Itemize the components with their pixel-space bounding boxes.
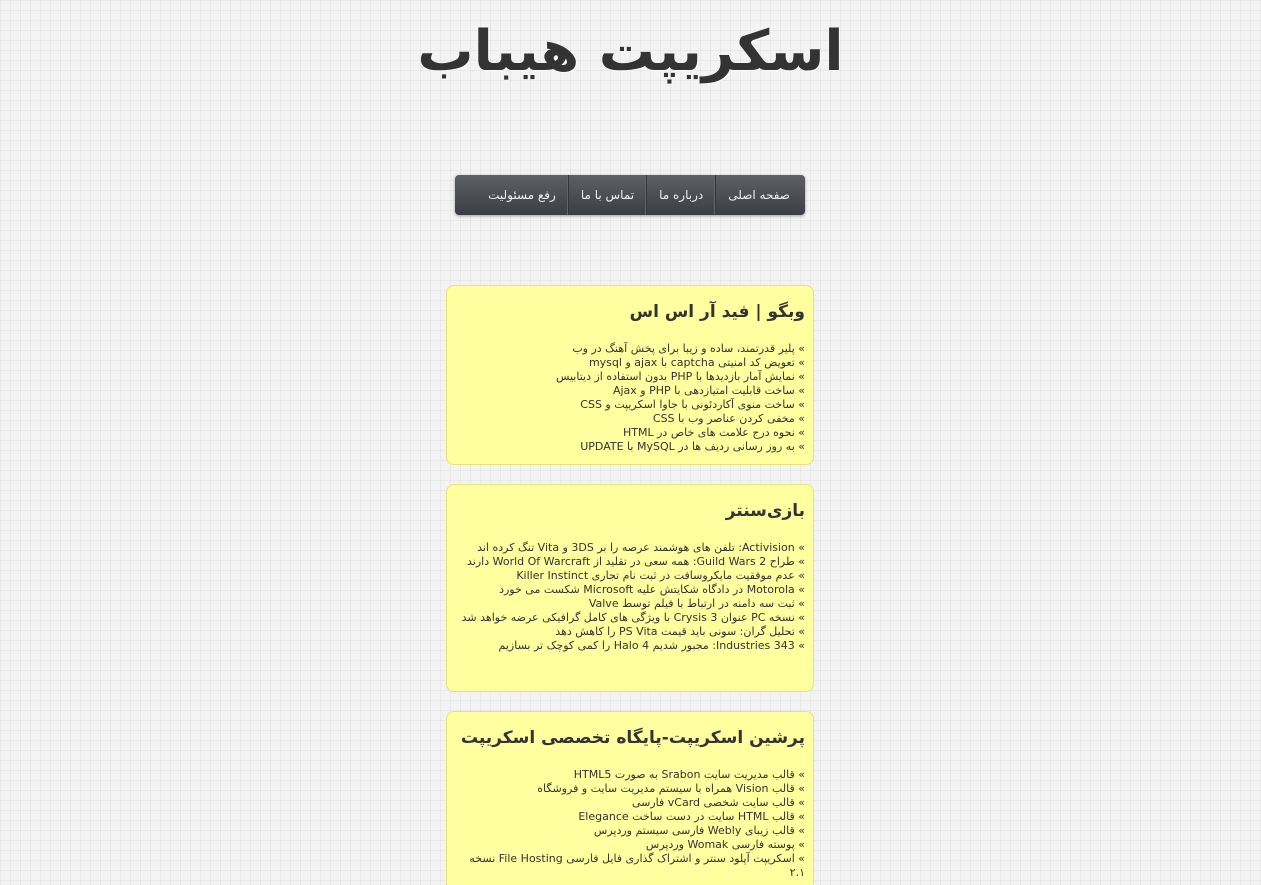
bullet: » xyxy=(798,541,805,554)
list-item xyxy=(457,569,805,583)
bullet: » xyxy=(798,384,805,397)
list-item xyxy=(457,583,805,597)
bullet: » xyxy=(798,782,805,795)
list-item xyxy=(457,384,805,398)
feed-link[interactable]: پوسته فارسی Womak وردپرس xyxy=(645,838,795,851)
list-item xyxy=(457,412,805,426)
feed-link[interactable]: عدم موفقیت مایکروسافت در ثبت نام تجاری Killer Instinct xyxy=(516,569,795,582)
list-item xyxy=(457,782,805,796)
feed-link[interactable]: Activision: تلفن های هوشمند عرصه را بر 3DS و Vita تنگ کرده اند xyxy=(477,541,795,554)
feed-title: پرشین اسکریپت-پایگاه تخصصی اسکریپت xyxy=(460,728,805,748)
feed-link[interactable]: قالب زیبای Webly فارسی سیستم وردپرس xyxy=(593,824,795,837)
feed-link[interactable]: قالب HTML سایت در دست ساخت Elegance xyxy=(578,810,795,823)
feed-link[interactable]: نمایش آمار بازدیدها با PHP بدون استفاده از دیتابیس xyxy=(555,370,795,383)
feed-link[interactable]: 343 Industries: مجبور شدیم Halo 4 را کمی کوچک تر بسازیم xyxy=(498,639,795,652)
feed-link[interactable]: قالب Vision همراه با سیستم مدیریت سایت و فروشگاه xyxy=(537,782,795,795)
feed-link[interactable]: اسکریپت آپلود سنتر و اشتراک گذاری فایل فارسی File Hosting نسخه ۲.۱ xyxy=(469,852,805,879)
list-item xyxy=(457,796,805,810)
feed-box-persianscript xyxy=(446,711,814,885)
feed-link[interactable]: نسخه PC عنوان Crysis 3 با ویژگی های کامل گرافیکی عرضه خواهد شد xyxy=(461,611,795,624)
bullet: » xyxy=(798,398,805,411)
feed-title: بازی‌سنتر xyxy=(725,501,805,521)
bullet: » xyxy=(798,611,805,624)
list-item xyxy=(457,611,805,625)
list-item xyxy=(457,541,805,555)
feed-link[interactable]: تعویض کد امنیتی captcha با ajax و mysql xyxy=(588,356,795,369)
nav-about[interactable]: درباره ما xyxy=(646,175,715,215)
list-item xyxy=(457,440,805,454)
feed-link[interactable]: ساخت قابلیت امتیازدهی با PHP و Ajax xyxy=(612,384,795,397)
bullet: » xyxy=(798,810,805,823)
bullet: » xyxy=(798,342,805,355)
list-item xyxy=(457,356,805,370)
nav-contact[interactable]: تماس با ما xyxy=(568,175,646,215)
feed-list xyxy=(457,768,805,880)
list-item xyxy=(457,555,805,569)
feed-link[interactable]: تحلیل گران: سونی باید قیمت PS Vita را کاهش دهد xyxy=(555,625,795,638)
nav-disclaimer[interactable]: رفع مسئولیت xyxy=(488,188,556,202)
bullet: » xyxy=(798,555,805,568)
list-item xyxy=(457,838,805,852)
bullet: » xyxy=(798,625,805,638)
bullet: » xyxy=(798,597,805,610)
site-title: اسکریپت هیباب xyxy=(417,19,844,84)
list-item xyxy=(457,810,805,824)
feed-link[interactable]: مخفی کردن عناصر وب با CSS xyxy=(652,412,795,425)
feed-link[interactable]: قالب مدیریت سایت Srabon به صورت HTML5 xyxy=(573,768,795,781)
bullet: » xyxy=(798,440,805,453)
bullet: » xyxy=(798,768,805,781)
feed-link[interactable]: پلیر قدرتمند، ساده و زیبا برای پخش آهنگ در وب xyxy=(572,342,795,355)
bullet: » xyxy=(798,569,805,582)
feed-box-webgoo xyxy=(446,285,814,465)
feed-link[interactable]: به روز رسانی ردیف ها در MySQL با UPDATE xyxy=(580,440,795,453)
feed-link[interactable]: قالب سایت شخصی vCard فارسی xyxy=(631,796,795,809)
list-item xyxy=(457,342,805,356)
list-item xyxy=(457,768,805,782)
bullet: » xyxy=(798,796,805,809)
nav-home[interactable]: صفحه اصلی xyxy=(715,175,802,215)
bullet: » xyxy=(798,824,805,837)
feed-link[interactable]: ثبت سه دامنه در ارتباط با فیلم توسط Valve xyxy=(588,597,795,610)
bullet: » xyxy=(798,426,805,439)
list-item xyxy=(457,625,805,639)
feed-list xyxy=(457,342,805,454)
bullet: » xyxy=(798,356,805,369)
feed-link[interactable]: طراح Guild Wars 2: همه سعی در تقلید از World Of Warcraft دارند xyxy=(467,555,795,568)
feed-list xyxy=(457,541,805,653)
list-item xyxy=(457,370,805,384)
list-item xyxy=(457,639,805,653)
main-nav xyxy=(455,175,805,215)
list-item xyxy=(457,597,805,611)
feed-link[interactable]: ساخت منوی آکاردئونی با جاوا اسکریپت و CSS xyxy=(580,398,795,411)
bullet: » xyxy=(798,412,805,425)
list-item xyxy=(457,824,805,838)
bullet: » xyxy=(798,838,805,851)
list-item xyxy=(457,426,805,440)
feed-link[interactable]: Motorola در دادگاه شکایتش علیه Microsoft شکست می خورد xyxy=(499,583,795,596)
bullet: » xyxy=(798,639,805,652)
feed-link[interactable]: نحوه درج علامت های خاص در HTML xyxy=(622,426,795,439)
bullet: » xyxy=(798,852,805,865)
list-item xyxy=(457,398,805,412)
bullet: » xyxy=(798,583,805,596)
bullet: » xyxy=(798,370,805,383)
list-item xyxy=(457,852,805,880)
feed-title: وبگو | فید آر اس اس xyxy=(629,302,805,322)
feed-box-bazicenter xyxy=(446,484,814,692)
